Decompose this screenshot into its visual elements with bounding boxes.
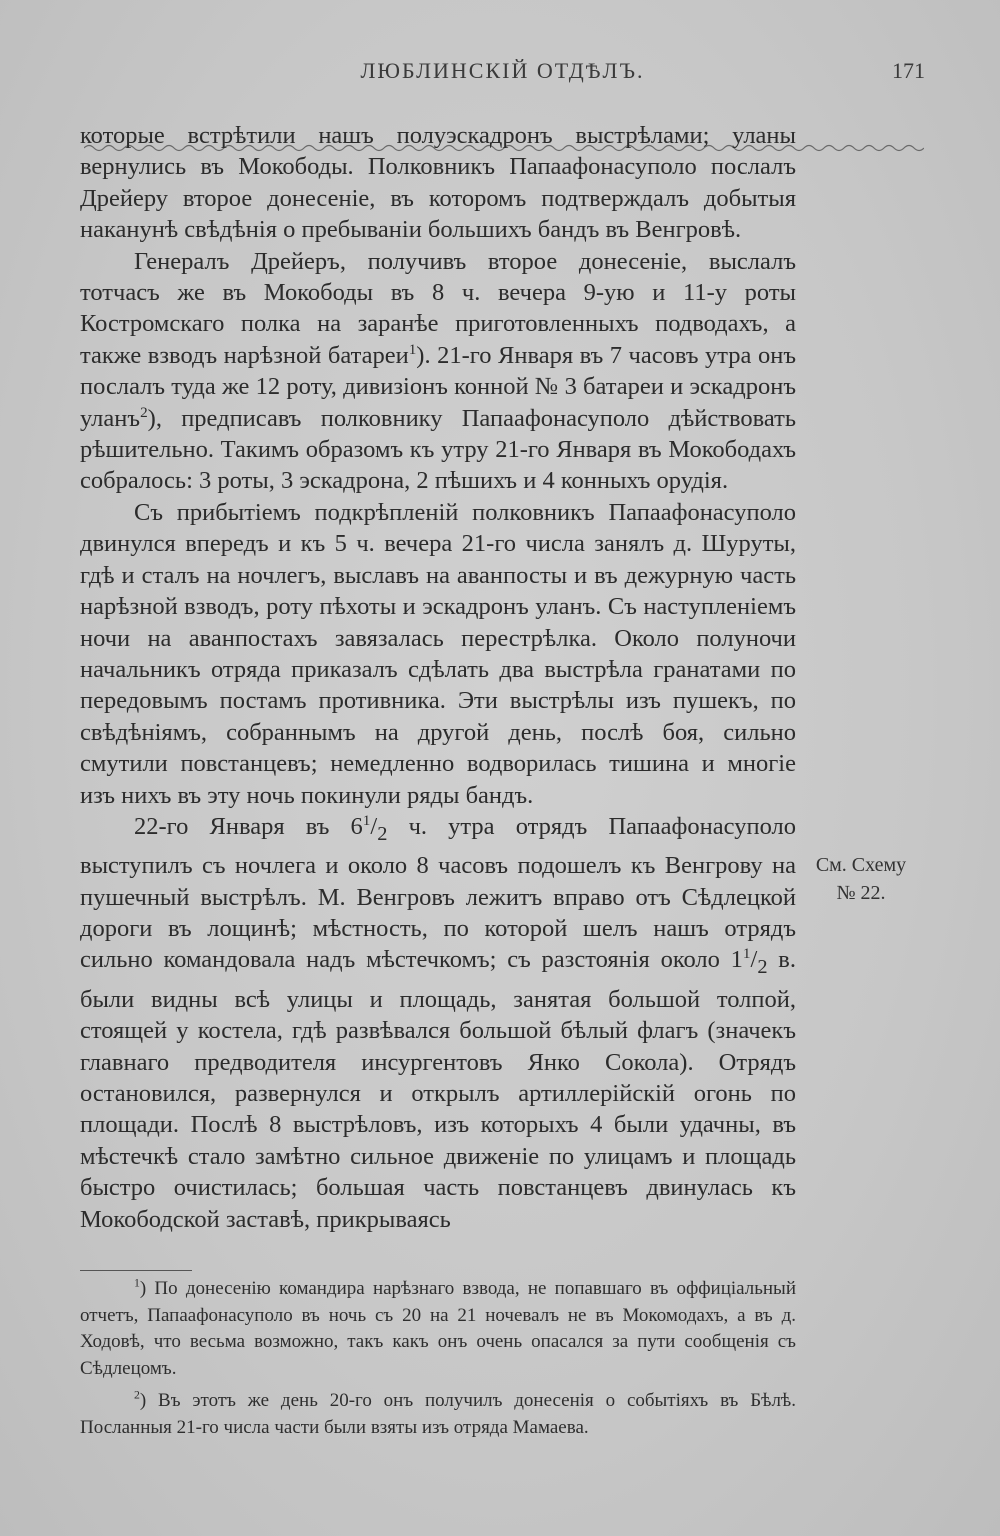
text-run: ч. утра отрядъ Папаафонасуполо выступилъ съ ночлега и около 8 часовъ подошелъ къ Венгрову на пушечный выстрѣлъ. М. Венгровъ лежитъ вправо отъ Сѣдлецкой дороги въ лощинѣ; мѣстность, по которой шелъ нашъ отрядъ сильно командовала надъ мѣстечкомъ; съ разстоянія около 1 xyxy=(80,812,796,974)
text-run: / xyxy=(370,812,378,840)
text-run: / xyxy=(750,946,758,974)
footnote xyxy=(80,1388,796,1441)
footnote-marker: 1 xyxy=(134,1276,140,1290)
superscript: 1 xyxy=(742,945,751,963)
text-run: которые встрѣтили нашъ полуэскадронъ выстрѣлами; уланы вернулись въ Мокободы. Полковникъ Папаафонасуполо послалъ Дрейеру второе донесеніе, въ которомъ подтверждалъ добытыя наканунѣ свѣдѣнія о пребываніи большихъ бандъ въ Венгровѣ. xyxy=(80,122,796,244)
text-run: Съ прибытіемъ подкрѣпленій полковникъ Папаафонасуполо двинулся впередъ и къ 5 ч. вечера 21-го числа занялъ д. Шуруты, гдѣ и сталъ на ночлегъ, выславъ на аванпосты и въ дежурную часть нарѣзной взводъ, роту пѣхоты и эскадронъ уланъ. Съ наступленіемъ ночи на аванпостахъ завязалась перестрѣлка. Около полуночи начальникъ отряда приказалъ сдѣлать два выстрѣла гранатами по передовымъ постамъ противника. Эти выстрѣлы изъ пушекъ, по свѣдѣніямъ, собраннымъ на другой день, послѣ боя, сильно смутили повстанцевъ; немедленно водворилась тишина и многіе изъ нихъ въ эту ночь покинули ряды бандъ. xyxy=(80,498,796,809)
text-run: в. были видны всѣ улицы и площадь, занятая большой толпой, стоящей у костела, гдѣ развѣвался большой бѣлый флагъ (значекъ главнаго предводителя инсургентовъ Янко Сокола). Отрядъ остановился, развернулся и открылъ артиллерійскій огонь по площади. Послѣ 8 выстрѣловъ, изъ которыхъ 4 были удачны, въ мѣстечкѣ стало замѣтно сильное движеніе по улицамъ и площадь быстро очистилась; большая часть повстанцевъ двинулась къ Мокободской заставѣ, прикрываясь xyxy=(80,946,796,1233)
subscript: 2 xyxy=(757,956,768,979)
subscript: 2 xyxy=(377,822,388,845)
page-number: 171 xyxy=(892,58,925,83)
footnote-text: ) По донесенію командира нарѣзнаго взвода, не попавшаго въ оффиціальный отчетъ, Папаафонасуполо въ ночь съ 20 на 21 ночевалъ не въ Мокомодахъ, а въ д. Ходовѣ, что весьма возможно, такъ какъ онъ очень опасался за пути сообщенія съ Сѣдлецомъ. xyxy=(80,1278,796,1379)
margin-note xyxy=(806,851,916,907)
running-header xyxy=(80,58,925,98)
footnote-marker: 2 xyxy=(134,1388,140,1402)
margin-note-line: См. Схему xyxy=(815,854,907,876)
footnote-text: ) Въ этотъ же день 20-го онъ получилъ донесенія о событіяхъ въ Бѣлѣ. Посланныя 21-го числа части были взяты изъ отряда Мамаева. xyxy=(80,1390,796,1438)
running-title: ЛЮБЛИНСКІЙ ОТДѢЛЪ. xyxy=(360,58,645,83)
superscript: 1 xyxy=(408,340,417,358)
footnote-rule xyxy=(80,1270,192,1271)
paragraph xyxy=(80,246,796,497)
text-run: Генералъ Дрейеръ, получивъ второе донесеніе, выслалъ тотчасъ же въ Мокободы въ 8 ч. вечера 9-ую и 11-у роты Костромскаго полка на заранѣе приготовленныхъ подводахъ, а также взводъ нарѣзной батареи xyxy=(80,247,796,369)
text-run: ). 21-го Января въ 7 часовъ утра онъ послалъ туда же 12 роту, дивизіонъ конной № 3 батареи и эскадронъ уланъ xyxy=(80,341,796,432)
paragraph xyxy=(80,497,796,811)
superscript: 1 xyxy=(362,811,371,829)
text-run: 22-го Января въ 6 xyxy=(134,812,363,840)
paragraph xyxy=(80,811,796,1235)
footnote xyxy=(80,1276,796,1382)
text-run: ), предписавъ полковнику Папаафонасуполо дѣйствовать рѣшительно. Такимъ образомъ къ утру 21-го Января въ Мокободахъ собралось: 3 роты, 3 эскадрона, 2 пѣшихъ и 4 конныхъ орудія. xyxy=(80,404,796,495)
main-text xyxy=(80,120,796,1235)
margin-note-line: № 22. xyxy=(836,882,886,904)
footnotes xyxy=(80,1276,796,1447)
superscript: 2 xyxy=(140,403,148,421)
paragraph xyxy=(80,120,796,246)
